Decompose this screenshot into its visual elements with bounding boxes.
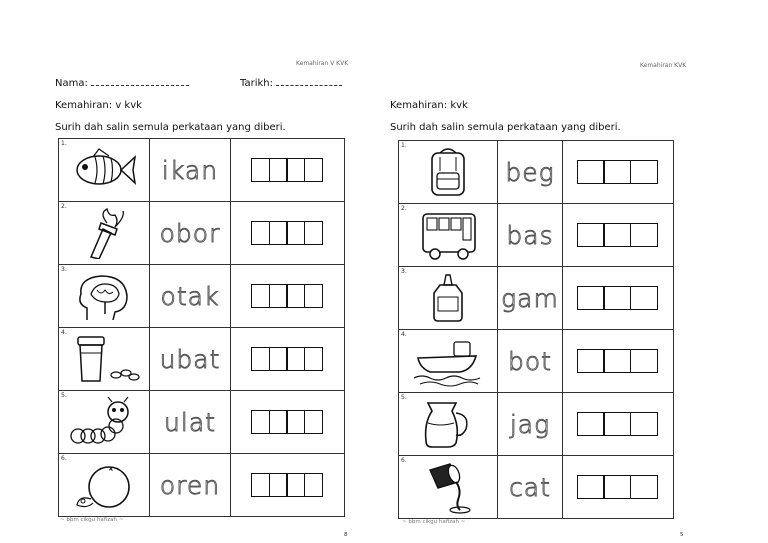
letter-box[interactable] <box>304 221 323 245</box>
letter-boxes <box>563 160 673 184</box>
letter-box[interactable] <box>304 284 323 308</box>
page-header: Kemahiran V KVK <box>296 60 349 67</box>
picture-cell <box>399 393 498 456</box>
bus-icon <box>413 208 483 262</box>
trace-word-cell <box>150 202 231 265</box>
letter-box[interactable] <box>269 284 288 308</box>
date-label: Tarikh: <box>240 78 273 89</box>
letter-box[interactable] <box>269 158 288 182</box>
trace-word-cell <box>498 204 563 267</box>
table-row <box>399 330 674 393</box>
row-number: 4. <box>61 329 67 336</box>
letter-box[interactable] <box>251 347 270 371</box>
trace-word-cell <box>498 141 563 204</box>
letter-box[interactable] <box>577 475 605 499</box>
caterpillar-icon <box>64 396 144 448</box>
row-number: 3. <box>401 268 407 275</box>
paint-icon <box>416 460 480 514</box>
trace-word: beg <box>505 157 555 187</box>
picture-cell <box>59 391 150 454</box>
letter-box[interactable] <box>577 223 605 247</box>
trace-word-cell <box>150 328 231 391</box>
glue-icon <box>418 271 478 325</box>
date-blank[interactable] <box>276 85 342 86</box>
letter-box[interactable] <box>251 473 270 497</box>
write-boxes-cell <box>231 391 345 454</box>
letter-box[interactable] <box>286 347 305 371</box>
skill-label: Kemahiran: v kvk <box>55 100 142 111</box>
date-field-row <box>240 78 342 89</box>
letter-boxes <box>231 410 344 434</box>
letter-box[interactable] <box>269 410 288 434</box>
letter-box[interactable] <box>603 160 631 184</box>
table-row <box>399 456 674 519</box>
letter-boxes <box>563 286 673 310</box>
page-number: 8 <box>344 532 348 538</box>
letter-box[interactable] <box>630 475 658 499</box>
letter-box[interactable] <box>630 412 658 436</box>
trace-word: ikan <box>161 155 219 185</box>
picture-cell <box>59 265 150 328</box>
write-boxes-cell <box>563 267 674 330</box>
write-boxes-cell <box>563 456 674 519</box>
credit-text: ~ bbm cikgu hafizah ~ <box>60 517 124 523</box>
fish-icon <box>69 145 139 195</box>
picture-cell <box>399 267 498 330</box>
picture-cell <box>399 204 498 267</box>
instruction-text: Surih dah salin semula perkataan yang diberi. <box>55 122 286 133</box>
letter-boxes <box>231 347 344 371</box>
letter-box[interactable] <box>269 473 288 497</box>
letter-box[interactable] <box>630 349 658 373</box>
credit-text: ~ bbm cikgu hafizah ~ <box>402 519 466 525</box>
write-boxes-cell <box>231 265 345 328</box>
row-number: 6. <box>401 457 407 464</box>
trace-word: ulat <box>164 407 216 437</box>
letter-box[interactable] <box>630 223 658 247</box>
letter-boxes <box>563 412 673 436</box>
trace-word: obor <box>159 218 221 248</box>
letter-box[interactable] <box>577 286 605 310</box>
trace-word: bas <box>506 220 554 250</box>
row-number: 1. <box>401 142 407 149</box>
table-row <box>399 204 674 267</box>
page-number: 5 <box>680 532 684 538</box>
picture-cell <box>59 454 150 517</box>
letter-box[interactable] <box>603 286 631 310</box>
row-number: 5. <box>61 392 67 399</box>
write-boxes-cell <box>231 139 345 202</box>
trace-word: oren <box>159 470 221 500</box>
letter-boxes <box>231 221 344 245</box>
letter-box[interactable] <box>603 349 631 373</box>
worksheet-table <box>58 138 345 517</box>
letter-boxes <box>231 473 344 497</box>
table-row <box>59 265 345 328</box>
picture-cell <box>59 139 150 202</box>
trace-word: ubat <box>159 344 221 374</box>
trace-word: otak <box>160 281 220 311</box>
letter-boxes <box>231 158 344 182</box>
letter-boxes <box>563 475 673 499</box>
letter-box[interactable] <box>286 473 305 497</box>
letter-box[interactable] <box>630 286 658 310</box>
picture-cell <box>59 328 150 391</box>
table-row <box>59 454 345 517</box>
letter-box[interactable] <box>577 412 605 436</box>
table-row <box>59 202 345 265</box>
trace-word-cell <box>498 393 563 456</box>
letter-box[interactable] <box>577 349 605 373</box>
letter-box[interactable] <box>286 221 305 245</box>
picture-cell <box>399 456 498 519</box>
bag-icon <box>418 145 478 199</box>
worksheet-table <box>398 140 674 519</box>
picture-cell <box>399 141 498 204</box>
skill-label: Kemahiran: kvk <box>390 100 468 111</box>
write-boxes-cell <box>563 141 674 204</box>
boat-icon <box>410 334 486 388</box>
letter-box[interactable] <box>251 284 270 308</box>
write-boxes-cell <box>231 454 345 517</box>
row-number: 4. <box>401 331 407 338</box>
row-number: 3. <box>61 266 67 273</box>
letter-box[interactable] <box>630 160 658 184</box>
brain-icon <box>69 270 139 322</box>
write-boxes-cell <box>231 202 345 265</box>
letter-box[interactable] <box>577 160 605 184</box>
write-boxes-cell <box>563 393 674 456</box>
letter-boxes <box>231 284 344 308</box>
picture-cell <box>399 330 498 393</box>
write-boxes-cell <box>231 328 345 391</box>
letter-box[interactable] <box>603 223 631 247</box>
letter-boxes <box>563 223 673 247</box>
row-number: 2. <box>401 205 407 212</box>
name-field-row <box>55 78 189 89</box>
row-number: 5. <box>401 394 407 401</box>
trace-word: bot <box>508 346 552 376</box>
trace-word-cell <box>150 139 231 202</box>
row-number: 1. <box>61 140 67 147</box>
trace-word-cell <box>498 267 563 330</box>
letter-box[interactable] <box>603 475 631 499</box>
row-number: 2. <box>61 203 67 210</box>
torch-icon <box>69 207 139 259</box>
name-label: Nama: <box>55 78 88 89</box>
medicine-icon <box>64 333 144 385</box>
trace-word-cell <box>498 456 563 519</box>
letter-box[interactable] <box>304 473 323 497</box>
letter-box[interactable] <box>251 221 270 245</box>
orange-icon <box>69 459 139 511</box>
instruction-text: Surih dah salin semula perkataan yang diberi. <box>390 122 621 133</box>
letter-boxes <box>563 349 673 373</box>
letter-box[interactable] <box>286 158 305 182</box>
trace-word-cell <box>498 330 563 393</box>
trace-word: jag <box>509 409 551 439</box>
row-number: 6. <box>61 455 67 462</box>
trace-word-cell <box>150 391 231 454</box>
name-blank[interactable] <box>91 85 189 86</box>
letter-box[interactable] <box>251 410 270 434</box>
right-worksheet <box>384 0 768 543</box>
jug-icon <box>416 397 480 451</box>
letter-box[interactable] <box>603 412 631 436</box>
letter-box[interactable] <box>251 158 270 182</box>
letter-box[interactable] <box>304 347 323 371</box>
table-row <box>59 139 345 202</box>
table-row <box>59 328 345 391</box>
trace-word: cat <box>509 472 551 502</box>
table-row <box>399 393 674 456</box>
letter-box[interactable] <box>304 410 323 434</box>
trace-word: gam <box>501 283 559 313</box>
letter-box[interactable] <box>286 284 305 308</box>
table-row <box>399 141 674 204</box>
page-header: Kemahiran KVK <box>640 62 687 69</box>
trace-word-cell <box>150 265 231 328</box>
trace-word-cell <box>150 454 231 517</box>
write-boxes-cell <box>563 330 674 393</box>
write-boxes-cell <box>563 204 674 267</box>
picture-cell <box>59 202 150 265</box>
table-row <box>399 267 674 330</box>
letter-box[interactable] <box>269 221 288 245</box>
table-row <box>59 391 345 454</box>
letter-box[interactable] <box>269 347 288 371</box>
letter-box[interactable] <box>304 158 323 182</box>
letter-box[interactable] <box>286 410 305 434</box>
